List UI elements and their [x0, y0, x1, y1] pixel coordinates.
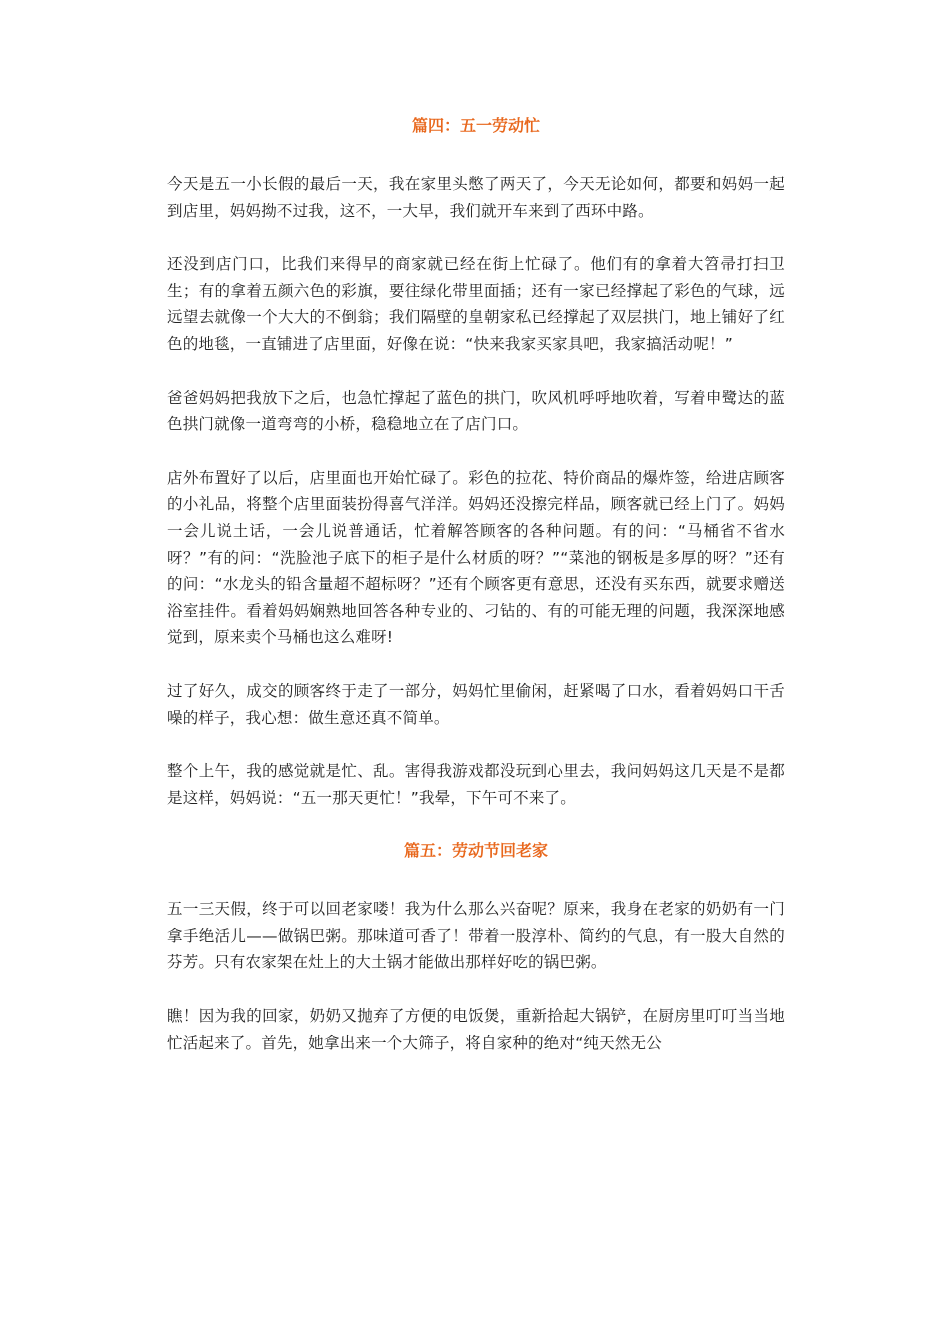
paragraph: 还没到店门口，比我们来得早的商家就已经在街上忙碌了。他们有的拿着大笤帚打扫卫生；有的拿着五颜六色的彩旗，要往绿化带里面插；还有一家已经撑起了彩色的气球，远远望去就像一个大大的不倒翁；我们隔壁的皇朝家私已经撑起了双层拱门，地上铺好了红色的地毯，一直铺进了店里面，好像在说：“快来我家买家具吧，我家搞活动呢！” — [167, 255, 785, 353]
paragraph: 过了好久，成交的顾客终于走了一部分，妈妈忙里偷闲，赶紧喝了口水，看着妈妈口干舌噪的样子，我心想：做生意还真不简单。 — [167, 681, 785, 727]
paragraph: 五一三天假，终于可以回老家喽！我为什么那么兴奋呢？原来，我身在老家的奶奶有一门拿手绝活儿——做锅巴粥。那味道可香了！带着一股淳朴、简约的气息，有一股大自然的芬芳。只有农家架在灶上的大土锅才能做出那样好吃的锅巴粥。 — [167, 900, 785, 972]
paragraph: 今天是五一小长假的最后一天，我在家里头憋了两天了，今天无论如何，都要和妈妈一起到店里，妈妈拗不过我，这不，一大早，我们就开车来到了西环中路。 — [167, 175, 785, 220]
paragraph: 店外布置好了以后，店里面也开始忙碌了。彩色的拉花、特价商品的爆炸签，给进店顾客的小礼品，将整个店里面装扮得喜气洋洋。妈妈还没擦完样品，顾客就已经上门了。妈妈一会儿说土话，一会儿说普通话，忙着解答顾客的各种问题。有的问：“马桶省不省水呀？”有的问：“洗脸池子底下的柜子是什么材质的呀？”“菜池的钢板是多厚的呀？”还有的问：“水龙头的铅含量超不超标呀？”还有个顾客更有意思，还没有买东西，就要求赠送浴室挂件。看着妈妈娴熟地回答各种专业的、刁钻的、有的可能无理的问题，我深深地感觉到，原来卖个马桶也这么难呀! — [167, 468, 785, 647]
paragraph: 爸爸妈妈把我放下之后，也急忙撑起了蓝色的拱门，吹风机呼呼地吹着，写着申鹭达的蓝色拱门就像一道弯弯的小桥，稳稳地立在了店门口。 — [167, 388, 785, 434]
document-body — [167, 110, 785, 1056]
paragraph: 瞧！因为我的回家，奶奶又抛弃了方便的电饭煲，重新拾起大锅铲，在厨房里叮叮当当地忙活起来了。首先，她拿出来一个大筛子，将自家种的绝对“纯天然无公 — [167, 1007, 785, 1052]
section-heading-5: 篇五：劳动节回老家 — [403, 841, 548, 861]
paragraph: 整个上午，我的感觉就是忙、乱。害得我游戏都没玩到心里去，我问妈妈这几天是不是都是这样，妈妈说：“五一那天更忙！”我晕，下午可不来了。 — [167, 762, 785, 807]
section-heading-4: 篇四：五一劳动忙 — [411, 116, 540, 135]
